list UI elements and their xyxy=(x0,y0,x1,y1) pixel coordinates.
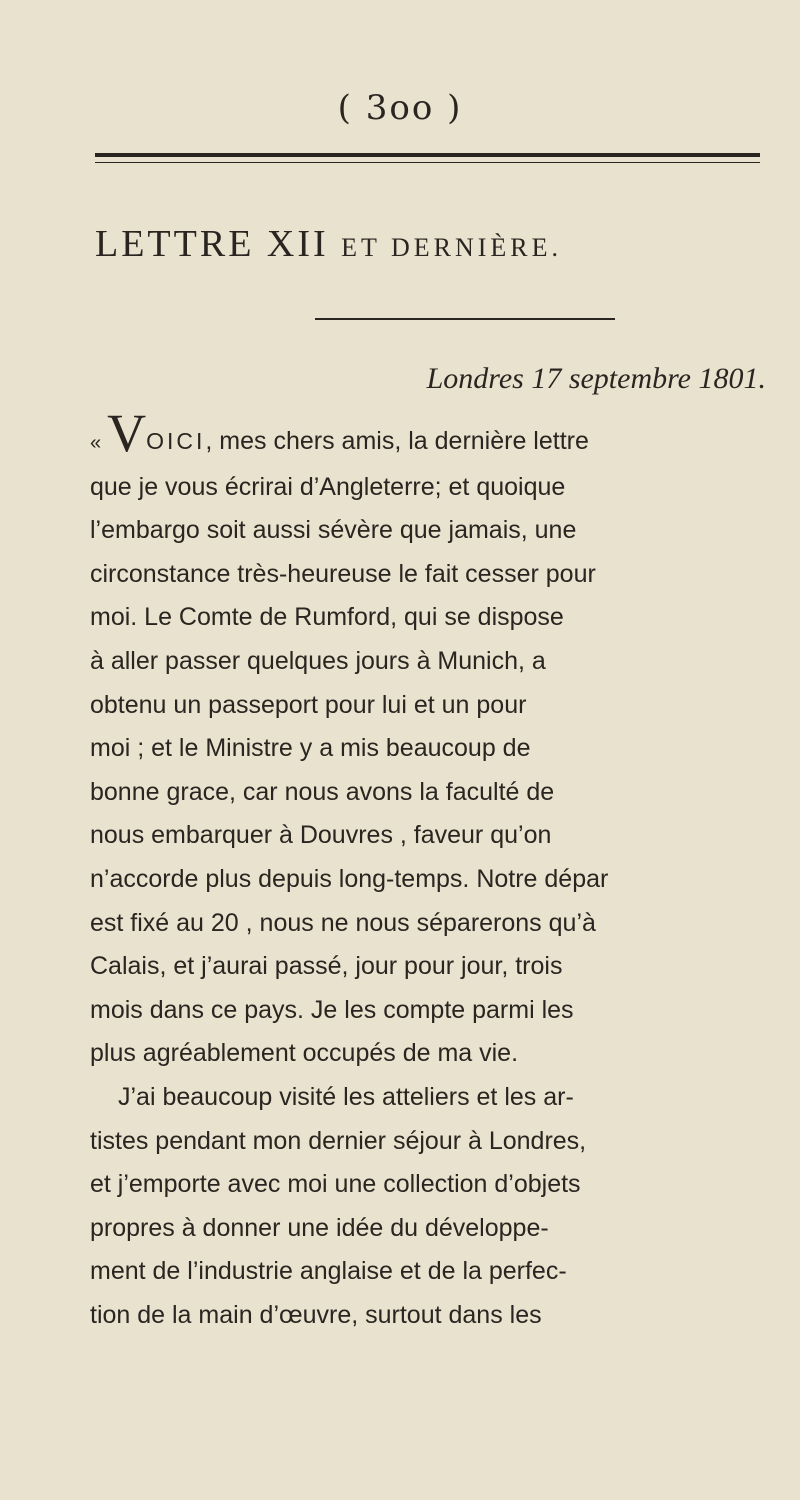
letter-heading-main: LETTRE XII xyxy=(95,223,329,265)
header-rule-thick xyxy=(95,153,760,157)
letter-heading-suffix: ET DERNIÈRE. xyxy=(341,233,562,262)
body-line: n’accorde plus depuis long-temps. Notre dépar xyxy=(90,864,609,893)
body-line: tion de la main d’œuvre, surtout dans les xyxy=(90,1300,542,1329)
section-rule xyxy=(315,318,615,320)
body-line: obtenu un passeport pour lui et un pour xyxy=(90,690,527,719)
opening xyxy=(90,403,206,466)
body-line: et j’emporte avec moi une collection d’objets xyxy=(90,1170,581,1199)
body-line: circonstance très-heureuse le fait cesser pour xyxy=(90,559,596,588)
opening-quote: « xyxy=(90,432,102,454)
page-number: ( 3oo ) xyxy=(337,88,463,128)
body-line: est fixé au 20 , nous ne nous séparerons qu’à xyxy=(90,908,596,937)
body-line: bonne grace, car nous avons la faculté de xyxy=(90,777,555,806)
dateline: Londres 17 septembre 1801. xyxy=(426,362,766,395)
body-line: à aller passer quelques jours à Munich, a xyxy=(90,646,546,675)
body-line: que je vous écrirai d’Angleterre; et quoique xyxy=(90,472,566,501)
drop-initial: V xyxy=(107,403,147,463)
body-line: moi ; et le Ministre y a mis beaucoup de xyxy=(90,734,531,763)
opening-word: OICI xyxy=(146,428,206,454)
body-line: propres à donner une idée du développe- xyxy=(90,1213,549,1242)
body-line: moi. Le Comte de Rumford, qui se dispose xyxy=(90,603,564,632)
body-line: tistes pendant mon dernier séjour à Londres, xyxy=(90,1126,587,1155)
body-line xyxy=(90,403,770,466)
body-line: J’ai beaucoup visité les atteliers et les ar- xyxy=(118,1082,574,1111)
letter-heading xyxy=(95,222,775,266)
body-line-text: , mes chers amis, la dernière lettre xyxy=(205,427,589,455)
body-line: mois dans ce pays. Je les compte parmi les xyxy=(90,995,574,1024)
body-line: ment de l’industrie anglaise et de la perfec- xyxy=(90,1257,567,1286)
body-line: l’embargo soit aussi sévère que jamais, une xyxy=(90,516,577,545)
header-rule-thin xyxy=(95,162,760,163)
letter-body xyxy=(90,403,770,1337)
body-line: Calais, et j’aurai passé, jour pour jour, trois xyxy=(90,952,563,981)
body-line: nous embarquer à Douvres , faveur qu’on xyxy=(90,821,552,850)
body-line: plus agréablement occupés de ma vie. xyxy=(90,1039,519,1068)
